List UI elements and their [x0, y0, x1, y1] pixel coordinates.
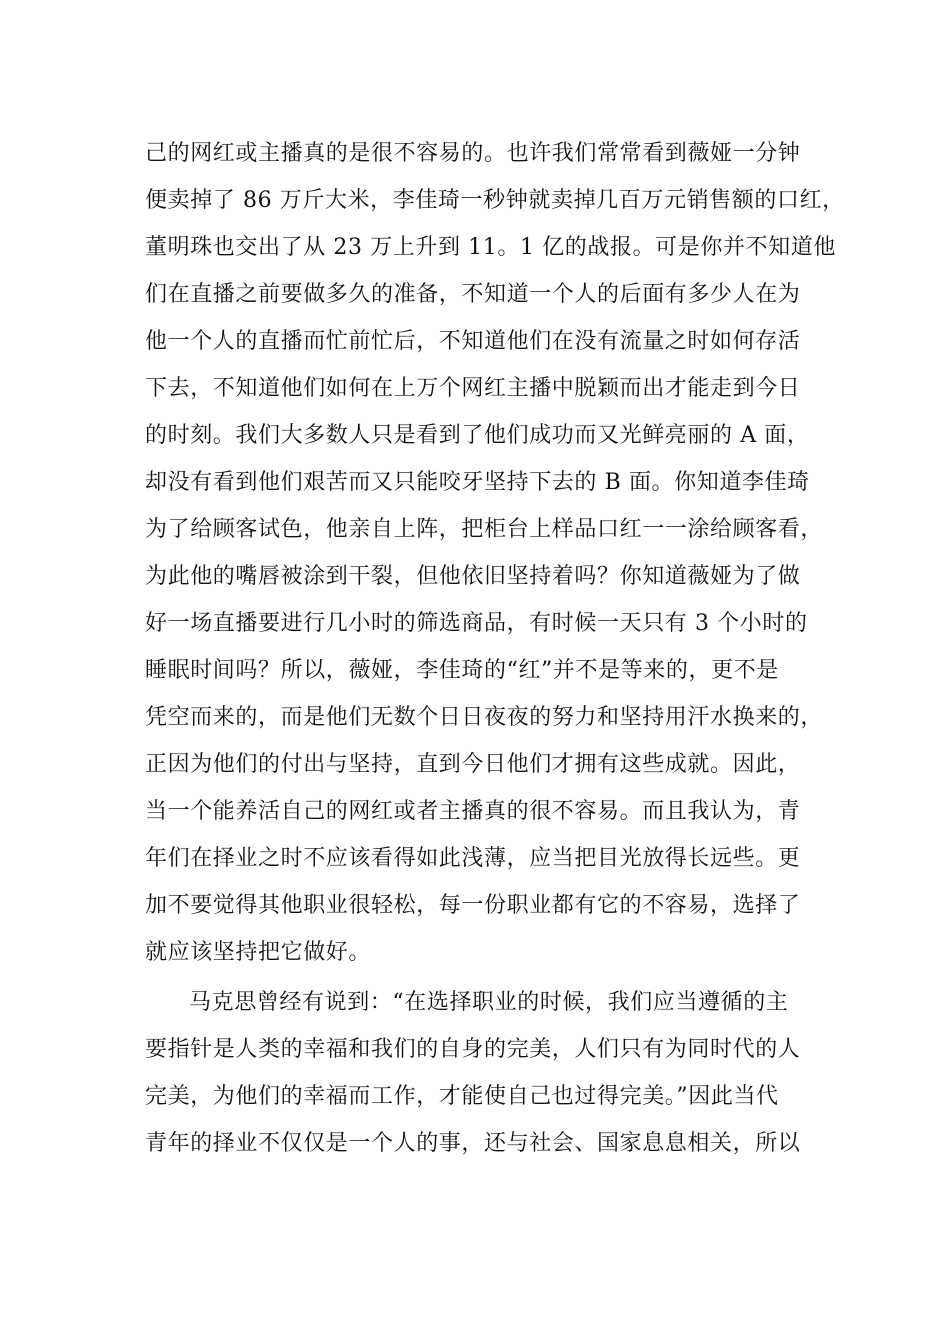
body-text [145, 130, 845, 1167]
paragraph-line: 们在直播之前要做多久的准备，不知道一个人的后面有多少人在为 [145, 282, 801, 307]
paragraph-line: 己的网红或主播真的是很不容易的。也许我们常常看到薇娅一分钟 [145, 141, 801, 166]
paragraph-line: 青年的择业不仅仅是一个人的事，还与社会、国家息息相关，所以 [145, 1131, 801, 1156]
paragraph-line: 的时刻。我们大多数人只是看到了他们成功而又光鲜亮丽的 A 面， [145, 423, 810, 448]
paragraph-line: 董明珠也交出了从 23 万上升到 11。1 亿的战报。可是你并不知道他 [145, 235, 836, 260]
paragraph-line: 为了给顾客试色，他亲自上阵，把柜台上样品口红一一涂给顾客看， [145, 517, 824, 542]
paragraph-line: 就应该坚持把它做好。 [145, 940, 372, 965]
paragraph-line: 睡眠时间吗？所以，薇娅，李佳琦的“红”并不是等来的，更不是 [145, 658, 779, 683]
paragraph-line: 要指针是人类的幸福和我们的自身的完美，人们只有为同时代的人 [145, 1037, 801, 1062]
paragraph-line: 马克思曾经有说到：“在选择职业的时候，我们应当遵循的主 [189, 990, 789, 1015]
paragraph-line: 为此他的嘴唇被涂到干裂，但他依旧坚持着吗？你知道薇娅为了做 [145, 564, 801, 589]
paragraph-line: 年们在择业之时不应该看得如此浅薄，应当把目光放得长远些。更 [145, 846, 801, 871]
paragraph-line: 便卖掉了 86 万斤大米，李佳琦一秒钟就卖掉几百万元销售额的口红， [145, 188, 845, 213]
paragraph-line: 完美，为他们的幸福而工作，才能使自己也过得完美。”因此当代 [145, 1084, 779, 1109]
paragraph-line: 凭空而来的，而是他们无数个日日夜夜的努力和坚持用汗水换来的， [145, 705, 824, 730]
paragraph-line: 他一个人的直播而忙前忙后，不知道他们在没有流量之时如何存活 [145, 329, 801, 354]
paragraph-line: 下去，不知道他们如何在上万个网红主播中脱颖而出才能走到今日 [145, 376, 801, 401]
paragraph-line: 正因为他们的付出与坚持，直到今日他们才拥有这些成就。因此， [145, 752, 801, 777]
paragraph-line: 加不要觉得其他职业很轻松，每一份职业都有它的不容易，选择了 [145, 893, 801, 918]
paragraph-line: 当一个能养活自己的网红或者主播真的很不容易。而且我认为，青 [145, 799, 801, 824]
paragraph-line: 却没有看到他们艰苦而又只能咬牙坚持下去的 B 面。你知道李佳琦 [145, 470, 810, 495]
paragraph-line: 好一场直播要进行几小时的筛选商品，有时候一天只有 3 个小时的 [145, 611, 808, 636]
paragraph-1 [145, 130, 845, 976]
paragraph-2 [145, 979, 825, 1167]
